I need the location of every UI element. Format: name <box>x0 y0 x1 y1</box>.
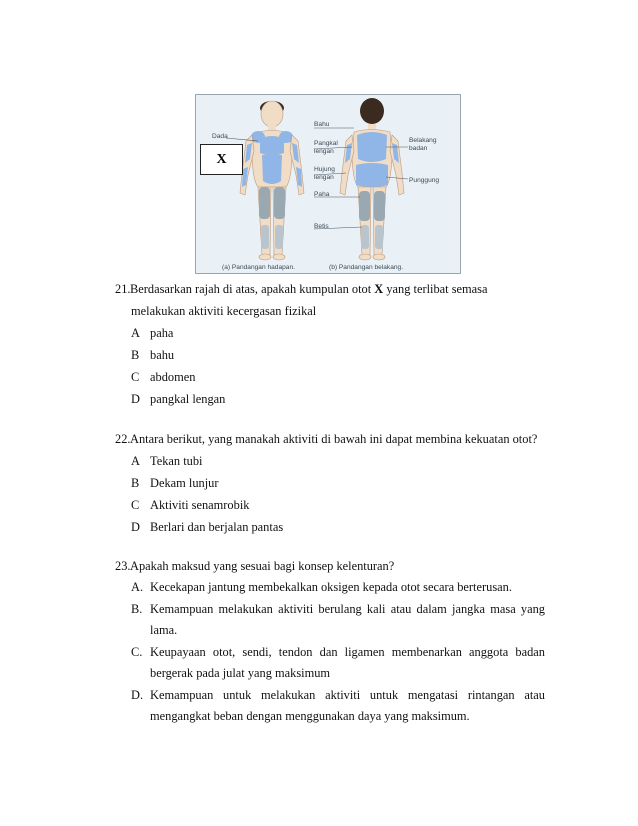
label-punggung: Punggung <box>409 177 440 184</box>
option-letter: B <box>131 348 140 362</box>
option-letter: C <box>131 498 140 512</box>
question-stem <box>115 278 545 300</box>
label-pangkal-lengan-2: lengan <box>314 148 334 155</box>
back-body-figure <box>340 98 404 260</box>
option-letter: A <box>131 326 140 340</box>
option-d <box>115 516 545 538</box>
label-paha: Paha <box>314 191 330 198</box>
option-text: Tekan tubi <box>150 454 203 468</box>
label-pangkal-lengan-1: Pangkal <box>314 140 338 147</box>
option-text: Kemampuan melakukan aktiviti berulang kali atau dalam jangka masa yang lama. <box>150 601 545 637</box>
label-belakang-badan-2: badan <box>409 145 428 152</box>
question-23 <box>115 555 545 728</box>
option-text: Dekam lunjur <box>150 476 219 490</box>
option-b <box>115 344 545 366</box>
option-letter: D <box>131 520 140 534</box>
option-b <box>115 472 545 494</box>
label-betis: Betis <box>314 223 329 230</box>
question-number: 23. <box>115 559 131 573</box>
muscle-diagram-illustration <box>196 95 460 273</box>
label-bahu: Bahu <box>314 121 330 128</box>
question-stem <box>115 428 545 450</box>
stem-marker: X <box>374 282 384 296</box>
option-c <box>115 366 545 388</box>
option-text: Kecekapan jantung membekalkan oksigen kepada otot secara berterusan. <box>150 580 512 594</box>
stem-continuation: melakukan aktiviti kecergasan fizikal <box>131 304 317 318</box>
question-21 <box>115 278 545 410</box>
option-d <box>115 388 545 410</box>
option-a <box>115 577 545 599</box>
option-b <box>115 599 545 642</box>
option-letter: C <box>131 370 140 384</box>
question-stem <box>115 555 545 577</box>
option-text: paha <box>150 326 174 340</box>
option-text: Berlari dan berjalan pantas <box>150 520 284 534</box>
option-letter: D. <box>131 687 144 702</box>
option-letter: B <box>131 476 140 490</box>
stem-text: yang terlibat semasa <box>383 282 488 296</box>
stem-text: Apakah maksud yang sesuai bagi konsep kelenturan? <box>130 559 395 573</box>
marker-x-box: X <box>200 144 243 175</box>
caption-back: (b) Pandangan belakang. <box>329 264 404 271</box>
stem-text: Berdasarkan rajah di atas, apakah kumpulan otot <box>130 282 375 296</box>
question-number: 22. <box>115 432 131 446</box>
label-belakang-badan-1: Belakang <box>409 137 437 144</box>
option-letter: C. <box>131 644 143 659</box>
stem-text: Antara berikut, yang manakah aktiviti di bawah ini dapat membina kekuatan otot? <box>130 432 538 446</box>
option-text: pangkal lengan <box>150 392 226 406</box>
label-hujung-lengan-1: Hujung <box>314 166 335 173</box>
option-c <box>115 642 545 685</box>
option-text: Aktiviti senamrobik <box>150 498 250 512</box>
option-text: Keupayaan otot, sendi, tendon dan ligamen membenarkan anggota badan bergerak pada julat yang maksimum <box>150 644 545 680</box>
option-letter: D <box>131 392 140 406</box>
option-text: Kemampuan untuk melakukan aktiviti untuk mengatasi rintangan atau mengangkat beban dengan menggunakan daya yang maksimum. <box>150 687 545 723</box>
front-body-figure <box>240 101 304 260</box>
option-d <box>115 685 545 728</box>
option-text: abdomen <box>150 370 196 384</box>
question-number: 21. <box>115 282 131 296</box>
option-letter: A <box>131 454 140 468</box>
question-22 <box>115 428 545 538</box>
label-hujung-lengan-2: lengan <box>314 174 334 181</box>
option-text: bahu <box>150 348 175 362</box>
option-letter: B. <box>131 601 143 616</box>
muscle-diagram <box>195 94 461 274</box>
option-a <box>115 322 545 344</box>
option-a <box>115 450 545 472</box>
label-dada: Dada <box>212 133 228 140</box>
caption-front: (a) Pandangan hadapan. <box>222 264 295 271</box>
option-c <box>115 494 545 516</box>
option-letter: A. <box>131 580 144 594</box>
